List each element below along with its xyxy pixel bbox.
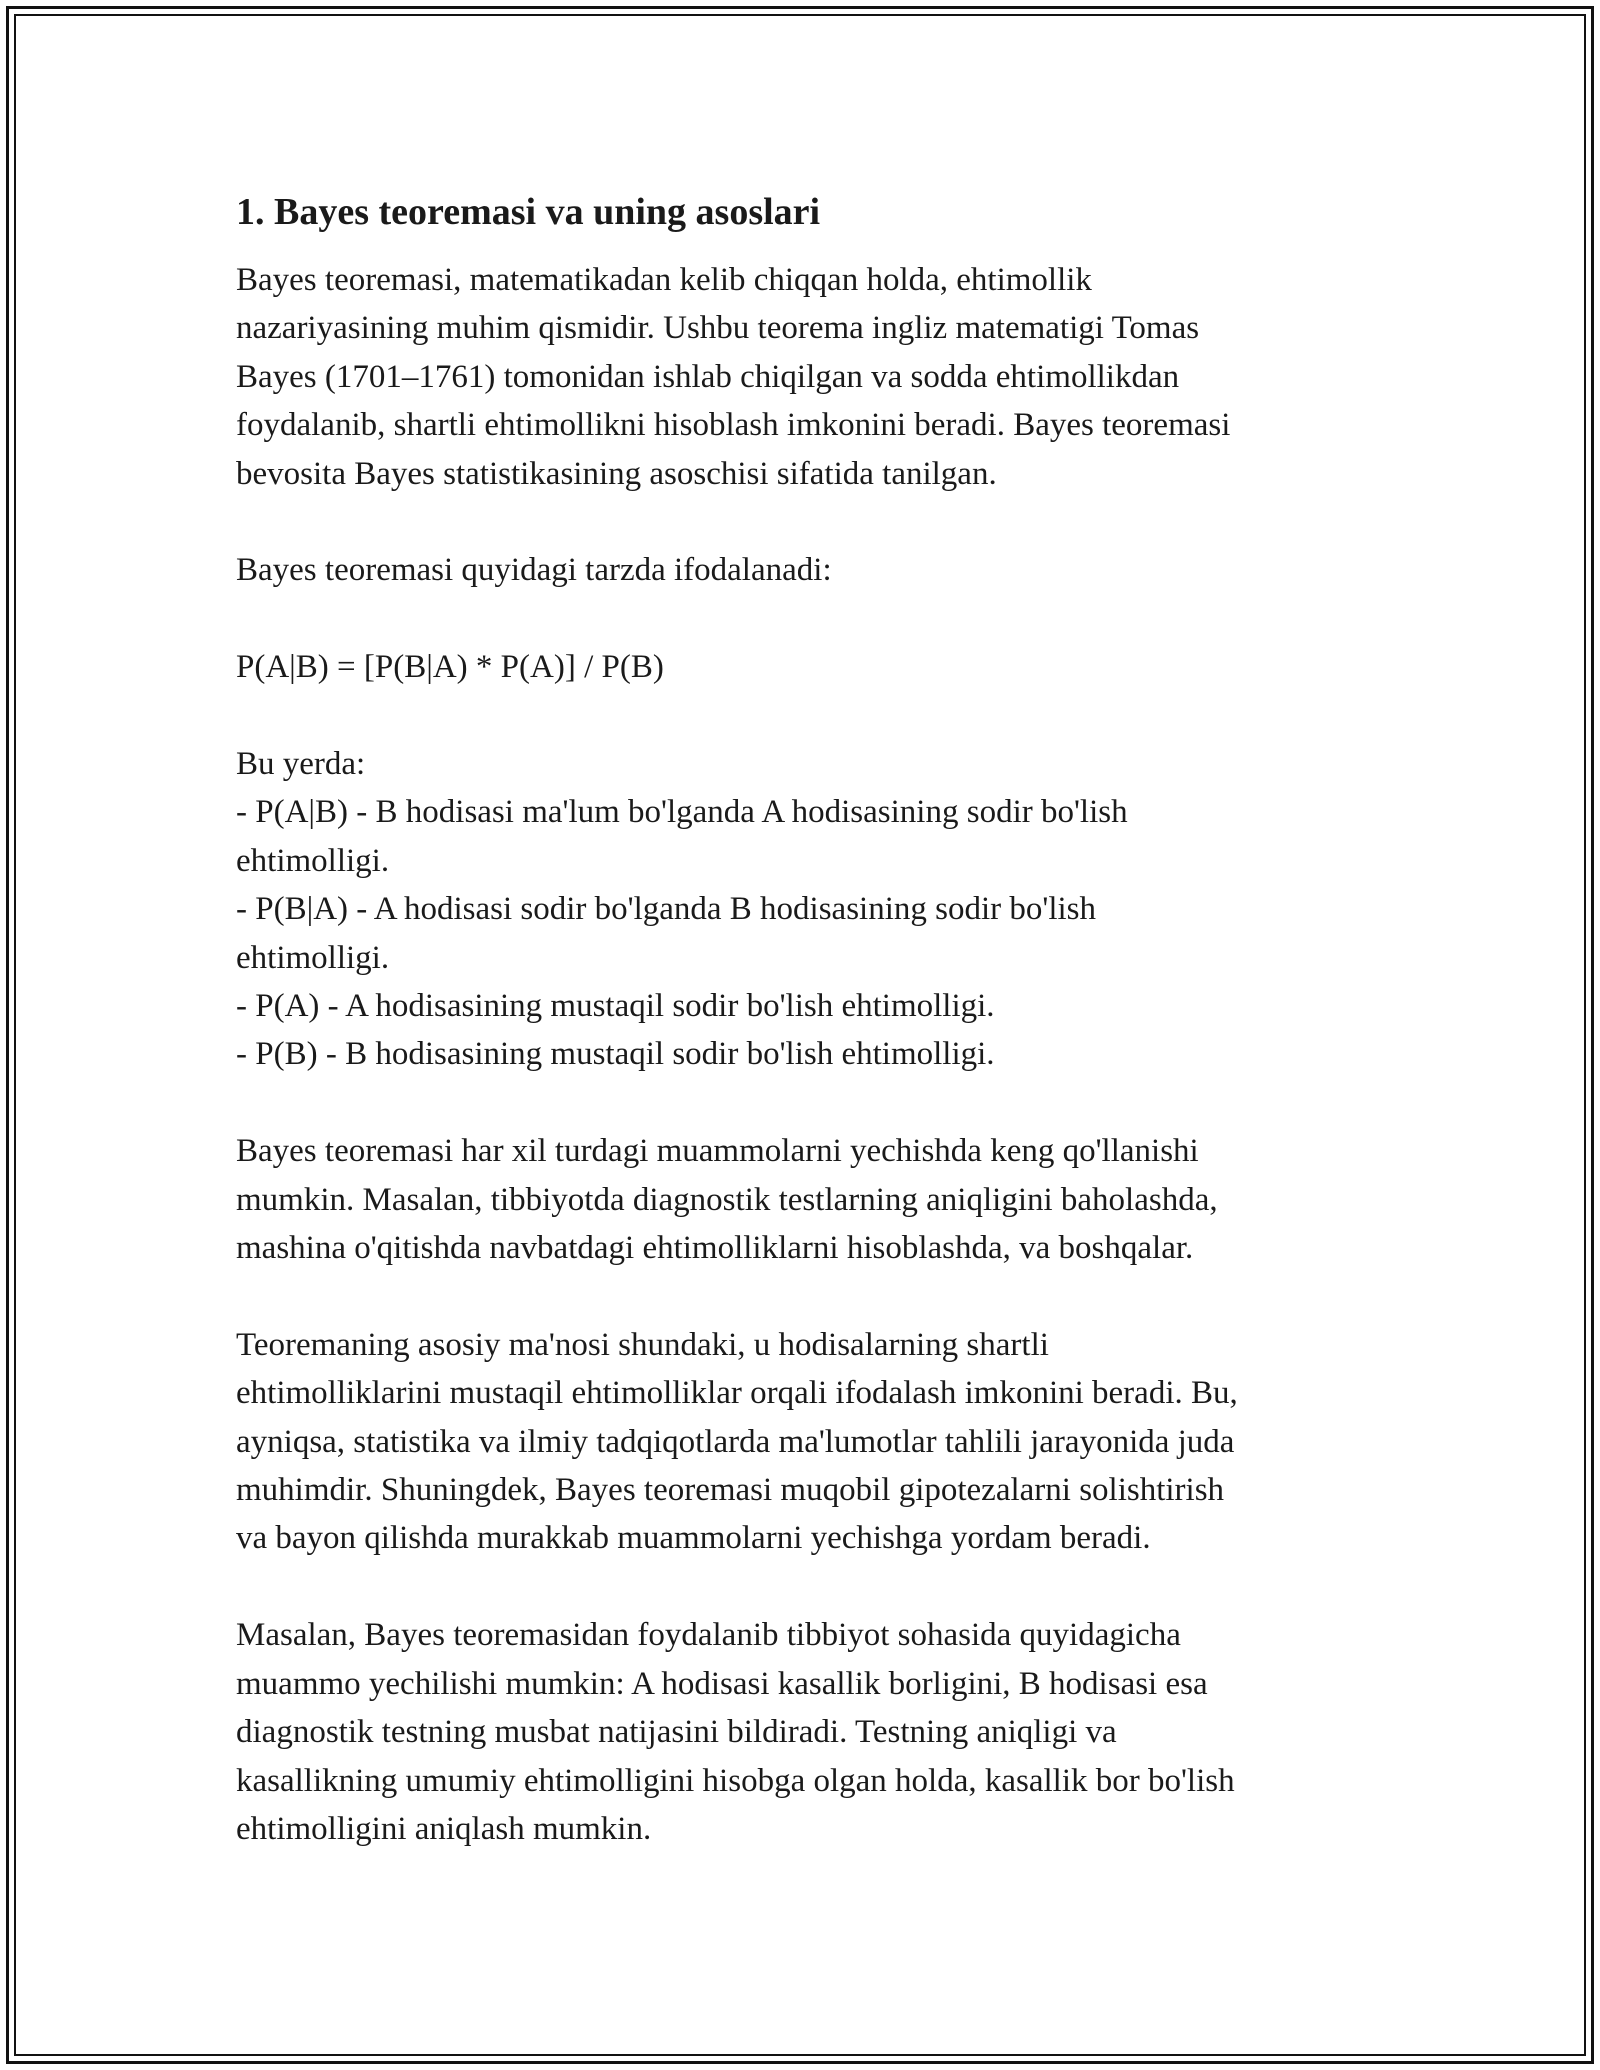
paragraph-gap [236, 1563, 1366, 1611]
meaning-paragraph: Teoremaning asosiy ma'nosi shundaki, u hodisalarning shartli ehtimolliklarini mustaqil ehtimolliklar orqali ifodalash imkonini beradi. Bu, ayniqsa, statistika va ilmiy tadqiqotlarda ma'lumotlar tahlili jarayonida juda muhimdir. Shuningdek, Bayes teoremasi muqobil gipotezalarni solishtirish va bayon qilishda murakkab muammolarni yechishga yordam beradi. [236, 1326, 1238, 1557]
definitions-list: Bu yerda: - P(A|B) - B hodisasi ma'lum bo'lganda A hodisasining sodir bo'lish ehtimolligi. - P(B|A) - A hodisasi sodir bo'lganda B hodisasining sodir bo'lish ehtimolligi. - P(A) - A hodisasining mustaqil sodir bo'lish ehtimolligi. - P(B) - B hodisasining mustaqil sodir bo'lish ehtimolligi. [236, 746, 1128, 1073]
formula-line: P(A|B) = [P(B|A) * P(A)] / P(B) [236, 649, 664, 686]
paragraph-gap [236, 498, 1366, 546]
paragraph-gap [236, 692, 1366, 740]
section-heading: 1. Bayes teoremasi va uning asoslari [236, 191, 821, 233]
example-paragraph: Masalan, Bayes teoremasidan foydalanib tibbiyot sohasida quyidagicha muammo yechilishi mumkin: A hodisasi kasallik borligini, B hodisasi esa diagnostik testning musbat natijasini bildiradi. Testning aniqligi va kasallikning umumiy ehtimolligini hisobga olgan holda, kasallik bor bo'lish ehtimolligini aniqlash mumkin. [236, 1617, 1235, 1847]
applications-paragraph: Bayes teoremasi har xil turdagi muammolarni yechishda keng qo'llanishi mumkin. Masalan, tibbiyotda diagnostik testlarning aniqligini baholashda, mashina o'qitishda navbatdagi ehtimolliklarni hisoblashda, va boshqalar. [236, 1133, 1218, 1267]
formula-intro-paragraph: Bayes teoremasi quyidagi tarzda ifodalanadi: [236, 552, 832, 589]
intro-paragraph: Bayes teoremasi, matematikadan kelib chiqqan holda, ehtimollik nazariyasining muhim qismidir. Ushbu teorema ingliz matematigi Tomas Bayes (1701–1761) tomonidan ishlab chiqilgan va sodda ehtimollikdan foydalanib, shartli ehtimollikni hisoblash imkonini beradi. Bayes teoremasi bevosita Bayes statistikasining asoschisi sifatida tanilgan. [236, 262, 1231, 492]
document-body [236, 186, 1366, 1853]
paragraph-gap [236, 595, 1366, 643]
paragraph-gap [236, 1272, 1366, 1320]
paragraph-gap [236, 1079, 1366, 1127]
